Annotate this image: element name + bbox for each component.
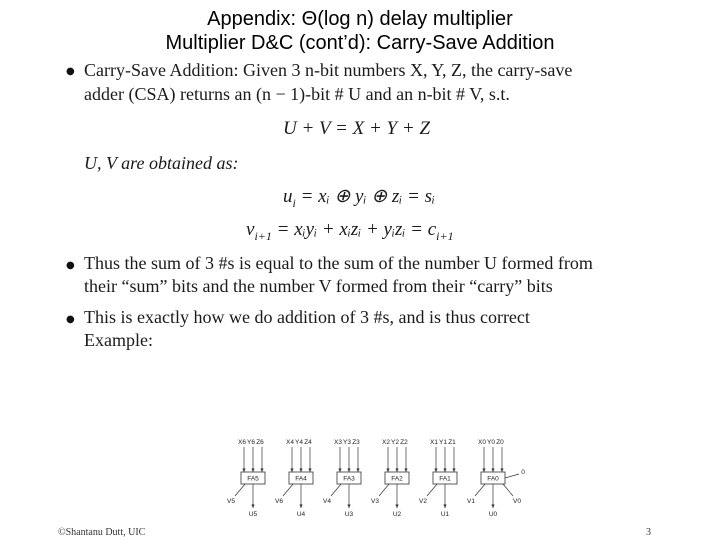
- u-output-label: U1: [440, 511, 450, 518]
- full-adder-label: FA5: [247, 475, 259, 483]
- input-label: Y6: [247, 439, 255, 446]
- input-arrow: [452, 469, 455, 473]
- u-output-label: U2: [392, 511, 402, 518]
- input-arrow: [242, 469, 245, 473]
- carry-wire: [427, 484, 437, 496]
- input-arrow: [404, 469, 407, 473]
- input-arrow: [395, 469, 398, 473]
- bullet-2-line-2: their “sum” bits and the number V formed from their “carry” bits: [84, 276, 553, 296]
- u-output-label: U3: [344, 511, 354, 518]
- footer-copyright: ©Shantanu Dutt, UIC: [58, 527, 146, 538]
- equation-u-lhs-sub: i: [292, 195, 296, 210]
- sum-arrow: [491, 505, 494, 509]
- bullet-1-line-2: adder (CSA) returns an (n − 1)-bit # U and an n-bit # V, s.t.: [84, 84, 510, 104]
- v-output-label: V3: [371, 498, 379, 505]
- slide-subtitle: Multiplier D&C (cont’d): Carry-Save Addition: [165, 32, 555, 54]
- v-output-label: V1: [467, 498, 475, 505]
- input-label: Y2: [391, 439, 399, 446]
- equation-main: U + V = X + Y + Z: [283, 118, 431, 139]
- v-output-label-last: V0: [513, 498, 521, 505]
- sum-arrow: [251, 505, 254, 509]
- bullet-3-line-1: This is exactly how we do addition of 3 #s, and is thus correct: [84, 307, 530, 327]
- input-label: Z4: [304, 439, 312, 446]
- input-arrow: [434, 469, 437, 473]
- input-arrow: [443, 469, 446, 473]
- v-output-label: V5: [227, 498, 235, 505]
- input-label: Y0: [487, 439, 495, 446]
- input-label: X1: [430, 439, 438, 446]
- full-adder-label: FA0: [487, 475, 499, 483]
- input-label: Z0: [496, 439, 504, 446]
- input-arrow: [260, 469, 263, 473]
- carry-wire: [331, 484, 341, 496]
- input-arrow: [356, 469, 359, 473]
- equation-u-lhs: u: [283, 186, 293, 207]
- input-arrow: [251, 469, 254, 473]
- input-label: X2: [382, 439, 390, 446]
- carry-wire: [235, 484, 245, 496]
- input-label: X6: [238, 439, 246, 446]
- u-output-label: U5: [248, 511, 258, 518]
- input-label: Y1: [439, 439, 447, 446]
- input-arrow: [338, 469, 341, 473]
- input-arrow: [482, 469, 485, 473]
- equation-v-rhs-sub: i+1: [436, 228, 454, 243]
- slide-title: Appendix: Θ(log n) delay multiplier: [207, 8, 513, 30]
- input-label: Z2: [400, 439, 408, 446]
- full-adder-label: FA4: [295, 475, 307, 483]
- input-label: Z1: [448, 439, 456, 446]
- equation-v-lhs: v: [246, 219, 255, 240]
- v-output-label: V6: [275, 498, 283, 505]
- sum-arrow: [347, 505, 350, 509]
- carry-wire-last: [503, 484, 513, 496]
- equation-v: [246, 219, 454, 244]
- full-adder-label: FA1: [439, 475, 451, 483]
- input-arrow: [491, 469, 494, 473]
- sum-arrow: [395, 505, 398, 509]
- input-label: Y3: [343, 439, 351, 446]
- carry-wire: [283, 484, 293, 496]
- equation-u: [283, 185, 435, 211]
- v-output-label: V4: [323, 498, 331, 505]
- equation-u-rhs: = xᵢ ⊕ yᵢ ⊕ zᵢ = sᵢ: [300, 186, 436, 207]
- input-arrow: [308, 469, 311, 473]
- input-arrow: [299, 469, 302, 473]
- csa-circuit-diagram: [225, 430, 545, 522]
- input-arrow: [347, 469, 350, 473]
- bullet-3-line-2: Example:: [84, 330, 153, 350]
- full-adder-label: FA3: [343, 475, 355, 483]
- bullet-marker-1: ●: [66, 66, 75, 77]
- input-label: X4: [286, 439, 294, 446]
- obtained-text: U, V are obtained as:: [84, 153, 239, 173]
- input-label: X3: [334, 439, 342, 446]
- input-label: Z3: [352, 439, 360, 446]
- input-label: Z6: [256, 439, 264, 446]
- bullet-1-line-1: Carry-Save Addition: Given 3 n-bit numbers X, Y, Z, the carry-save: [84, 60, 573, 80]
- equation-v-lhs-sub: i+1: [254, 228, 272, 243]
- input-arrow: [386, 469, 389, 473]
- bullet-marker-2: ●: [66, 260, 75, 271]
- footer-page-number: 3: [646, 527, 651, 538]
- bullet-marker-3: ●: [66, 314, 75, 325]
- carry-in-wire: [505, 474, 519, 478]
- equation-v-rhs: = xᵢyᵢ + xᵢzᵢ + yᵢzᵢ = c: [276, 219, 437, 240]
- sum-arrow: [443, 505, 446, 509]
- carry-wire: [475, 484, 485, 496]
- sum-arrow: [299, 505, 302, 509]
- u-output-label: U0: [488, 511, 498, 518]
- full-adder-label: FA2: [391, 475, 403, 483]
- bullet-2-line-1: Thus the sum of 3 #s is equal to the sum of the number U formed from: [84, 253, 593, 273]
- input-label: X0: [478, 439, 486, 446]
- carry-wire: [379, 484, 389, 496]
- input-label: Y4: [295, 439, 303, 446]
- input-arrow: [500, 469, 503, 473]
- u-output-label: U4: [296, 511, 306, 518]
- input-arrow: [290, 469, 293, 473]
- carry-in-zero-label: 0: [521, 469, 525, 476]
- v-output-label: V2: [419, 498, 427, 505]
